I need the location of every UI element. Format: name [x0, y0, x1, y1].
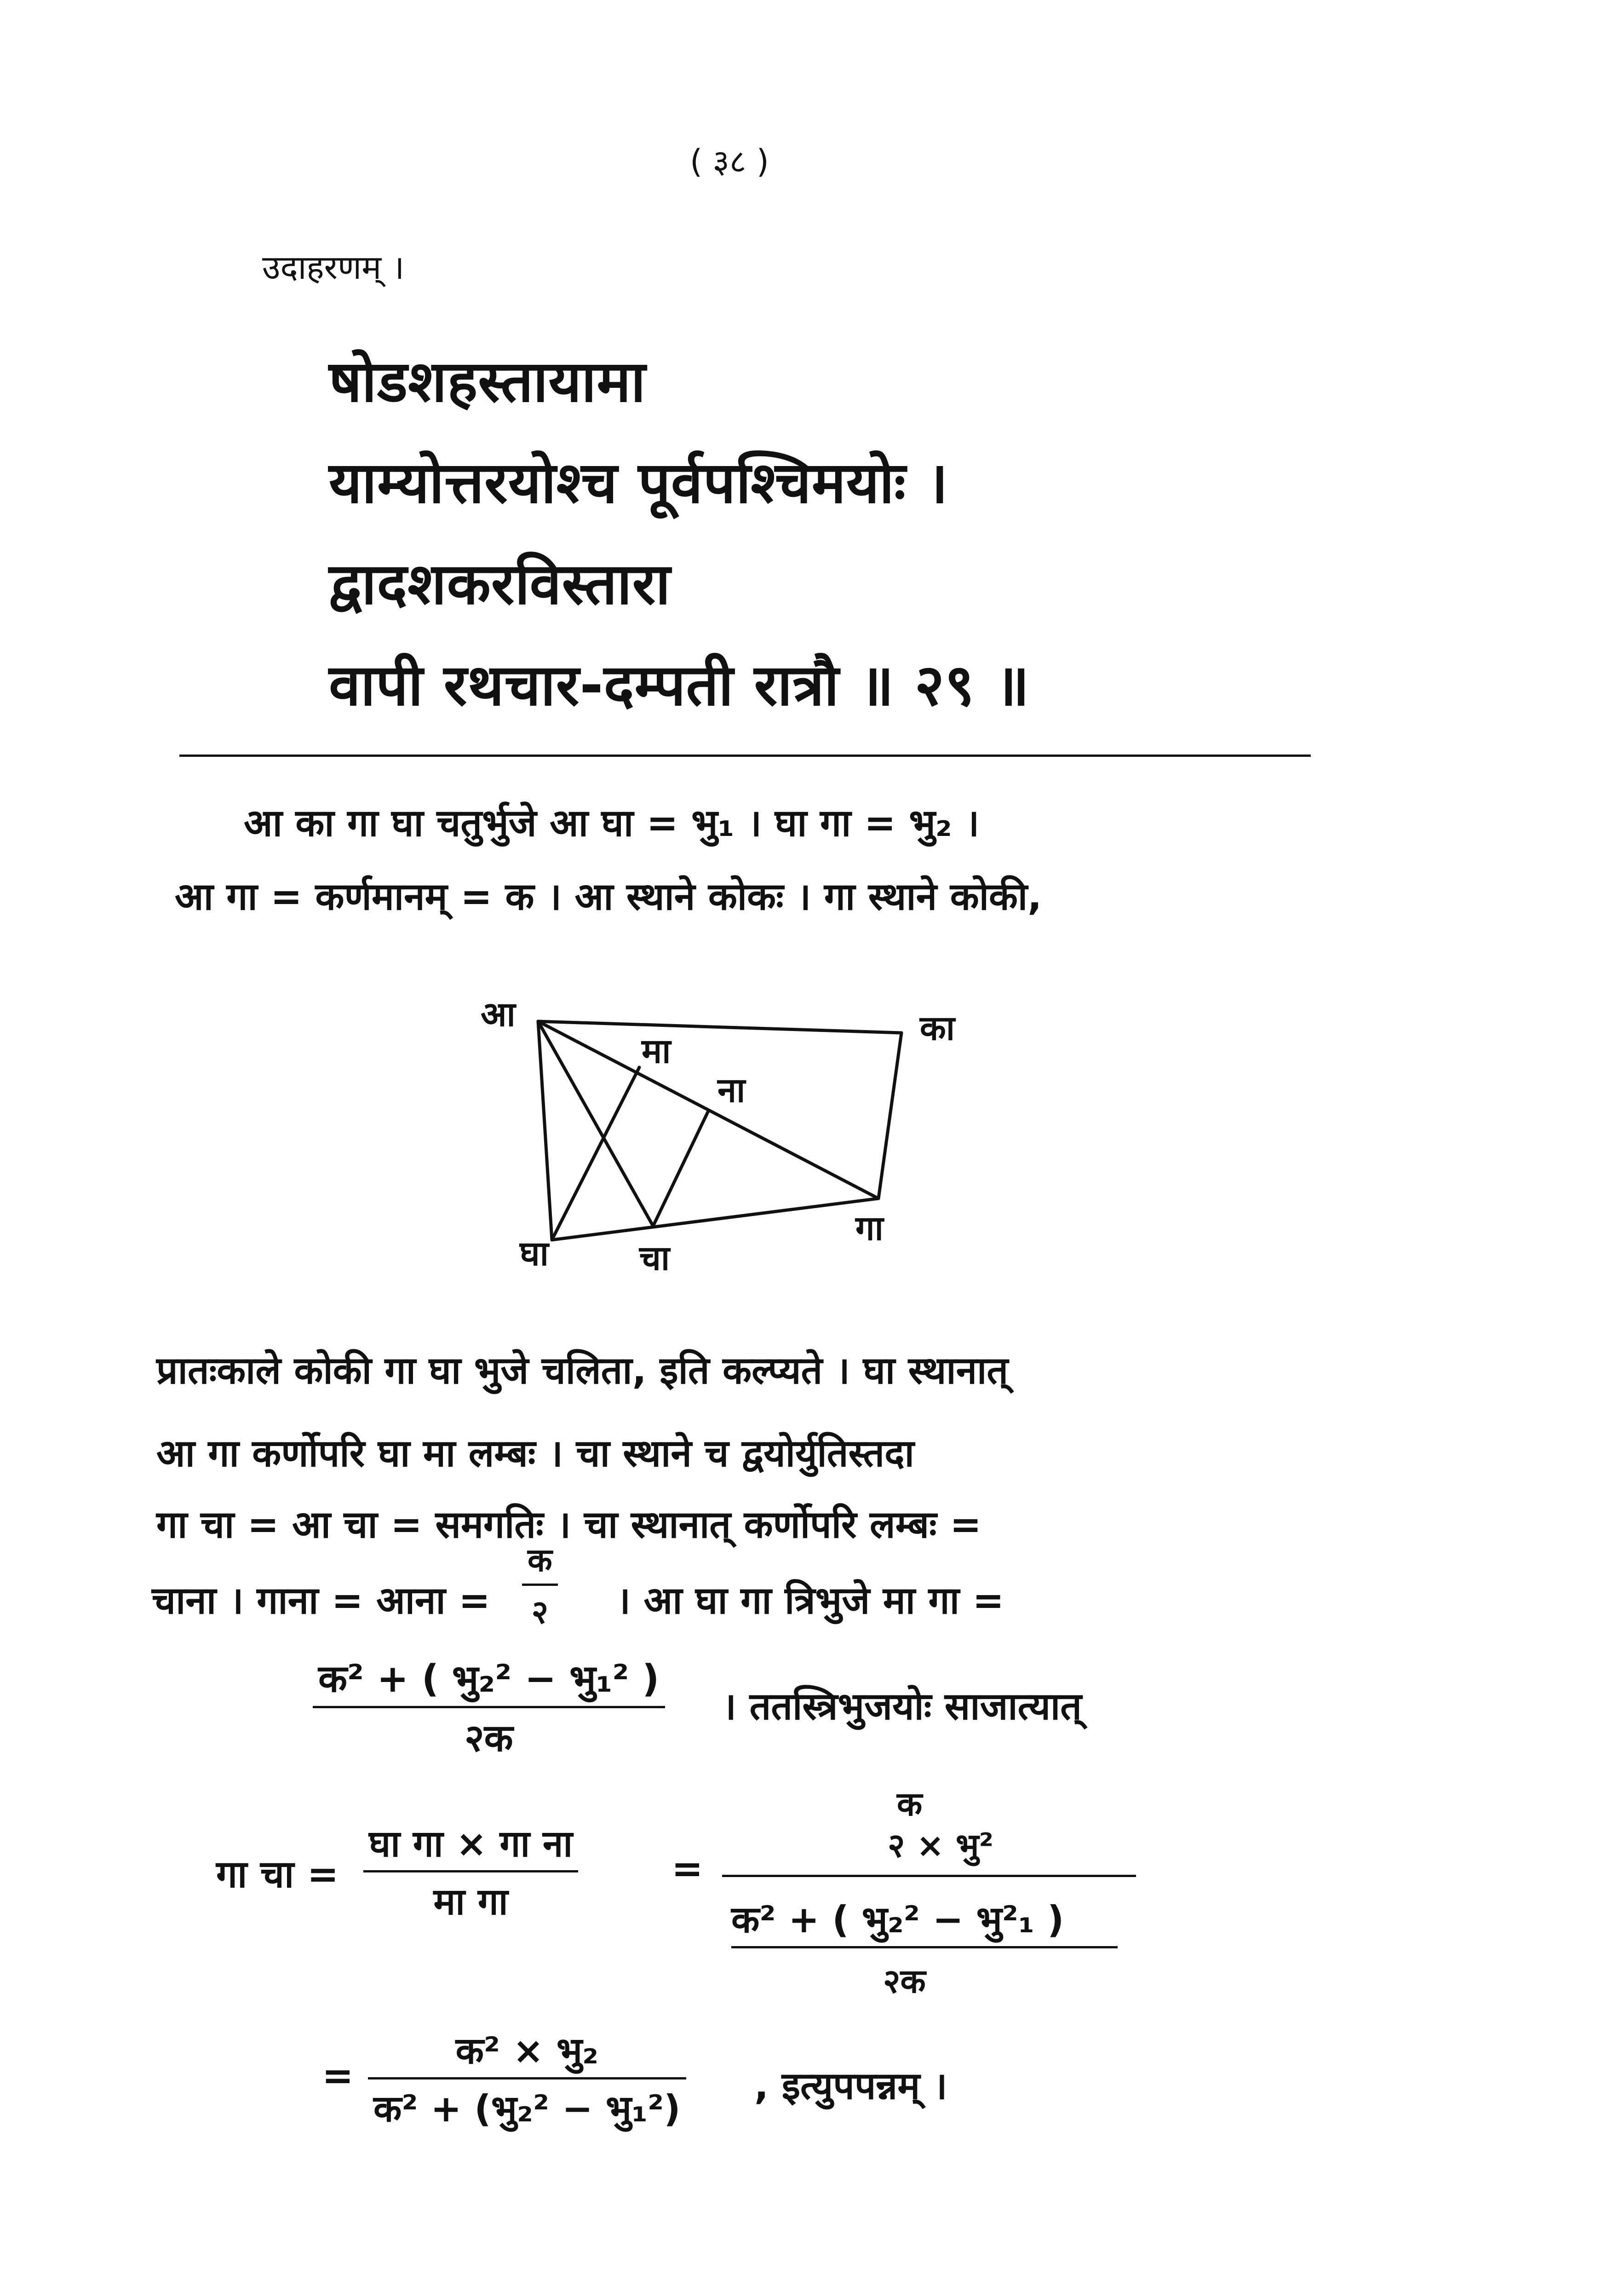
line-gha-ma [552, 1067, 639, 1240]
formula1-fraction [313, 1652, 665, 1763]
formula3-tail: , इत्युपपन्नम् । [754, 2064, 947, 2108]
formula2-big-num-bottom: २ × भु² [888, 1826, 994, 1865]
formula3-bar [368, 2077, 686, 2079]
edge-a-ka [538, 1021, 901, 1033]
section-divider [179, 755, 1311, 757]
line4-frac-den: २ [531, 1593, 549, 1631]
line4-frac-num: क [528, 1541, 552, 1579]
para2-line-3: गा चा = आ चा = समगतिः । चा स्थानात् कर्णोपरि लम्बः = [156, 1503, 981, 1547]
formula2-fraction [363, 1817, 578, 1925]
edge-gha-a [538, 1021, 552, 1240]
formula2-den: मा गा [433, 1880, 508, 1923]
formula1-tail: । ततस्त्रिभुजयोः साजात्यात् [722, 1685, 1082, 1728]
page-number: ( ३८ ) [690, 143, 769, 180]
line4-tail: । आ घा गा त्रिभुजे मा गा = [616, 1579, 1004, 1623]
formula3-fraction [368, 2024, 686, 2132]
formula3-num: क² × भु₂ [455, 2029, 599, 2072]
edge-ka-ga [878, 1033, 901, 1198]
label-bottom-mid: चा [639, 1238, 670, 1274]
formula3-equals: = [322, 2054, 354, 2098]
formula1-num: क² + ( भु₂² − भु₁² ) [318, 1657, 660, 1701]
formula2-equals: = [671, 1847, 703, 1891]
line4-lead: चाना । गाना = आना = [152, 1579, 490, 1623]
label-top-left: आ [481, 995, 516, 1034]
formula3-den: क² + (भु₂² − भु₁²) [373, 2087, 681, 2130]
label-mid-na: ना [717, 1071, 746, 1110]
label-bottom-left: घा [520, 1234, 549, 1273]
line4-frac-bar [522, 1584, 558, 1586]
label-mid-ma: मा [642, 1031, 671, 1071]
para1-line-2: आ गा = कर्णमानम् = क । आ स्थाने कोकः । गा स्थाने कोकी, [175, 875, 1042, 919]
formula2-big-den-den: २क [883, 1962, 926, 2000]
line4-fraction [522, 1537, 558, 1633]
para2-line-1: प्रातःकाले कोकी गा घा भुजे चलिता, इति कल्प्यते । घा स्थानात् [156, 1349, 1009, 1393]
formula2-big-num-top: क [897, 1785, 923, 1823]
edge-ga-gha [552, 1198, 878, 1240]
formula2-big-main-bar [722, 1875, 1136, 1877]
label-top-right: का [920, 1008, 955, 1048]
formula2-lhs: गा चा = [216, 1853, 339, 1896]
formula1-bar [313, 1706, 665, 1708]
formula2-big-den-num: क² + ( भु₂² − भु²₁ ) [731, 1898, 1064, 1941]
formula2-num: घा गा × गा ना [369, 1822, 573, 1865]
formula2-big-den-bar [731, 1946, 1118, 1948]
quadrilateral-diagram [460, 989, 1012, 1274]
formula2-bar [363, 1870, 578, 1872]
para2-line-2: आ गा कर्णोपरि घा मा लम्बः । चा स्थाने च द्वयोर्युतिस्तदा [156, 1432, 914, 1475]
verse-line-3: द्वादशकरविस्तारा [329, 551, 671, 617]
para1-line-1: आ का गा घा चतुर्भुजे आ घा = भु₁ । घा गा = भु₂ । [244, 801, 980, 845]
example-heading: उदाहरणम् । [262, 248, 405, 287]
label-bottom-right: गा [855, 1209, 884, 1248]
verse-line-2: याम्योत्तरयोश्च पूर्वपश्चिमयोः । [329, 450, 949, 516]
line-cha-na [653, 1111, 708, 1226]
verse-line-4: वापी रथचार-दम्पती रात्रौ ॥ २९ ॥ [329, 652, 1030, 719]
formula1-den: २क [464, 1717, 513, 1760]
verse-line-1: षोडशहस्तायामा [329, 349, 646, 415]
